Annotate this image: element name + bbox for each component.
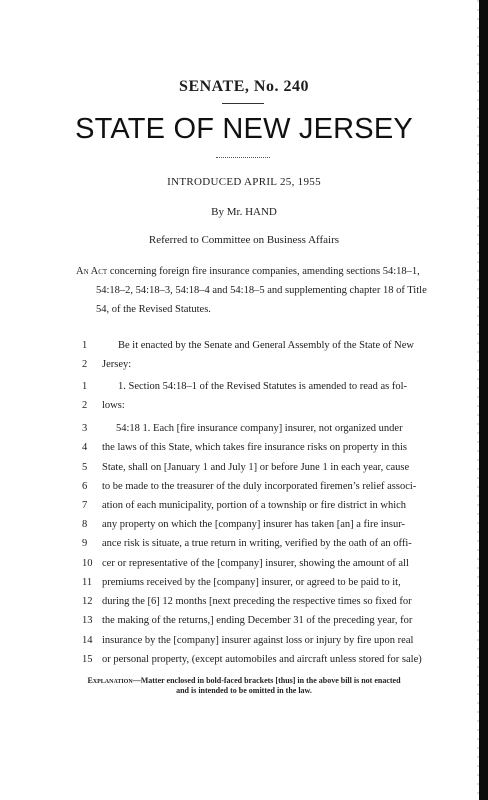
- line-number: 5: [82, 462, 88, 473]
- committee-referral: Referred to Committee on Business Affairs: [148, 234, 340, 246]
- line-number: 7: [82, 500, 88, 511]
- line-number: 9: [82, 538, 88, 549]
- line-number: 1: [82, 381, 88, 392]
- title-dotted-rule: [216, 157, 270, 158]
- title-rule: [222, 103, 264, 104]
- line-number: 15: [82, 654, 93, 665]
- line-text: to be made to the treasurer of the duly incorporated firemen’s relief associ-: [102, 481, 417, 492]
- act-title-line-2: 54:18–2, 54:18–3, 54:18–4 and 54:18–5 and supplementing chapter 18 of Title: [96, 285, 427, 296]
- explanation-line-1: [0, 676, 488, 686]
- line-number: 14: [82, 635, 93, 646]
- explanation-lead: Explanation: [87, 676, 133, 685]
- line-number: 1: [82, 340, 88, 351]
- line-text: the laws of this State, which takes fire insurance risks on property in this: [102, 442, 408, 453]
- line-text: insurance by the [company] insurer against loss or injury by fire upon real: [102, 635, 414, 646]
- line-number: 4: [82, 442, 88, 453]
- explanation-note: [0, 676, 488, 696]
- introduced-date: INTRODUCED APRIL 25, 1955: [167, 176, 321, 188]
- act-title-line-1: [76, 266, 452, 277]
- line-text: Be it enacted by the Senate and General Assembly of the State of New: [118, 340, 414, 351]
- state-title: STATE OF NEW JERSEY: [75, 113, 413, 145]
- bill-number: SENATE, No. 240: [179, 78, 309, 95]
- line-text: 1. Section 54:18–1 of the Revised Statutes is amended to read as fol-: [118, 381, 407, 392]
- sponsor: By Mr. HAND: [211, 206, 277, 218]
- act-line-1: concerning foreign fire insurance companies, amending sections 54:18–1,: [107, 266, 420, 277]
- line-text: ation of each municipality, portion of a township or fire district in which: [102, 500, 407, 511]
- line-text: premiums received by the [company] insurer, or agreed to be paid to it,: [102, 577, 401, 588]
- line-number: 8: [82, 519, 88, 530]
- act-title-line-3: 54, of the Revised Statutes.: [96, 304, 211, 315]
- act-lead: An Act: [76, 266, 108, 277]
- explanation-text-1: —Matter enclosed in bold-faced brackets [thus] in the above bill is not enacted: [132, 676, 401, 685]
- line-number: 2: [82, 400, 88, 411]
- line-text: during the [6] 12 months [next preceding the respective times so fixed for: [102, 596, 412, 607]
- line-number: 3: [82, 423, 88, 434]
- line-text: ance risk is situate, a true return in writing, verified by the oath of an offi-: [102, 538, 412, 549]
- line-number: 13: [82, 615, 93, 626]
- line-text: lows:: [102, 400, 125, 411]
- line-text: cer or representative of the [company] insurer, showing the amount of all: [102, 558, 409, 569]
- line-text: Jersey:: [102, 359, 132, 370]
- line-number: 12: [82, 596, 93, 607]
- line-text: any property on which the [company] insurer has taken [an] a fire insur-: [102, 519, 406, 530]
- line-text: 54:18 1. Each [fire insurance company] insurer, not organized under: [116, 423, 403, 434]
- explanation-text-2: and is intended to be omitted in the law.: [176, 686, 312, 695]
- line-number: 10: [82, 558, 93, 569]
- line-text: or personal property, (except automobiles and aircraft unless stored for sale): [102, 654, 422, 665]
- line-number: 6: [82, 481, 88, 492]
- line-number: 11: [82, 577, 93, 588]
- line-text: State, shall on [January 1 and July 1] or before June 1 in each year, cause: [102, 462, 410, 473]
- line-number: 2: [82, 359, 88, 370]
- line-text: the making of the returns,] ending December 31 of the preceding year, for: [102, 615, 413, 626]
